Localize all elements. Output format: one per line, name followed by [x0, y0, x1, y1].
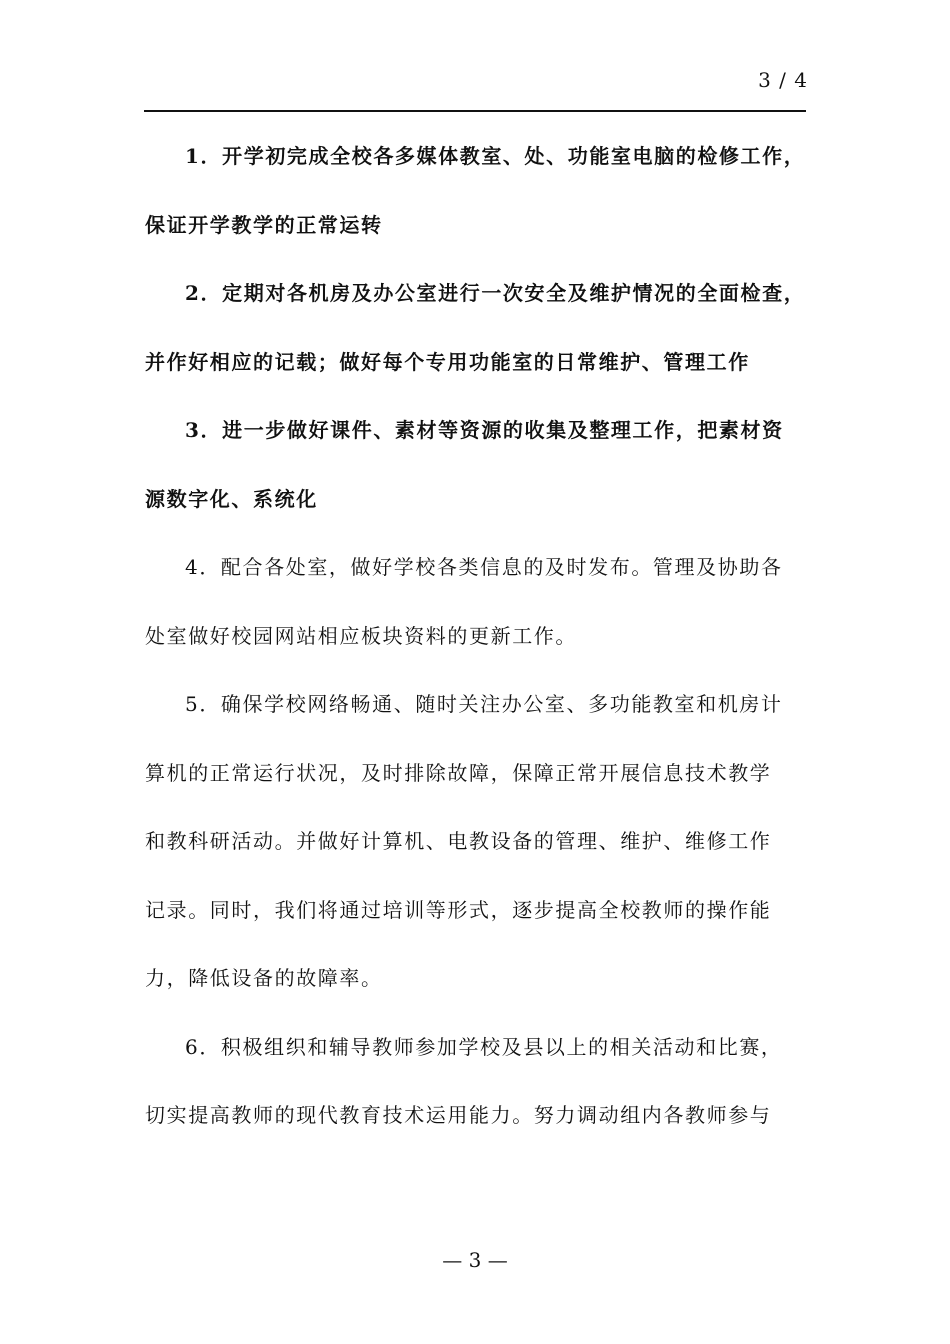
paragraph-3: [145, 396, 807, 533]
paragraph-line: 3．进一步做好课件、素材等资源的收集及整理工作，把素材资: [185, 418, 784, 442]
paragraph-line: 4．配合各处室，做好学校各类信息的及时发布。管理及协助各: [185, 555, 783, 579]
paragraph-line: 5．确保学校网络畅通、随时关注办公室、多功能教室和机房计: [185, 692, 783, 716]
paragraph-line: 切实提高教师的现代教育技术运用能力。努力调动组内各教师参与: [145, 1103, 772, 1127]
paragraph-line: 算机的正常运行状况，及时排除故障，保障正常开展信息技术教学: [145, 760, 772, 785]
paragraph-line: 和教科研活动。并做好计算机、电教设备的管理、维护、维修工作: [145, 829, 772, 853]
paragraph-6: [145, 1013, 807, 1150]
paragraph-4: [145, 533, 807, 670]
paragraph-line: 保证开学教学的正常运转: [145, 212, 383, 237]
paragraph-1: [145, 122, 807, 259]
paragraph-line: 1．开学初完成全校各多媒体教室、处、功能室电脑的检修工作，: [185, 144, 806, 168]
footer-page-number: — 3 —: [442, 1248, 508, 1272]
paragraph-line: 记录。同时，我们将通过培训等形式，逐步提高全校教师的操作能: [145, 897, 772, 922]
paragraph-2: [145, 259, 807, 396]
header-rule: [144, 110, 806, 112]
header-page-indicator: 3 / 4: [758, 68, 808, 92]
paragraph-line: 源数字化、系统化: [145, 486, 318, 511]
paragraph-line: 6．积极组织和辅导教师参加学校及县以上的相关活动和比赛，: [185, 1034, 783, 1059]
paragraph-line: 处室做好校园网站相应板块资料的更新工作。: [145, 623, 577, 648]
paragraph-line: 2．定期对各机房及办公室进行一次安全及维护情况的全面检查，: [185, 281, 806, 305]
document-body: [145, 122, 807, 1150]
paragraph-5: [145, 670, 807, 1013]
paragraph-line: 并作好相应的记载；做好每个专用功能室的日常维护、管理工作: [145, 349, 750, 374]
paragraph-line: 力，降低设备的故障率。: [145, 966, 383, 990]
